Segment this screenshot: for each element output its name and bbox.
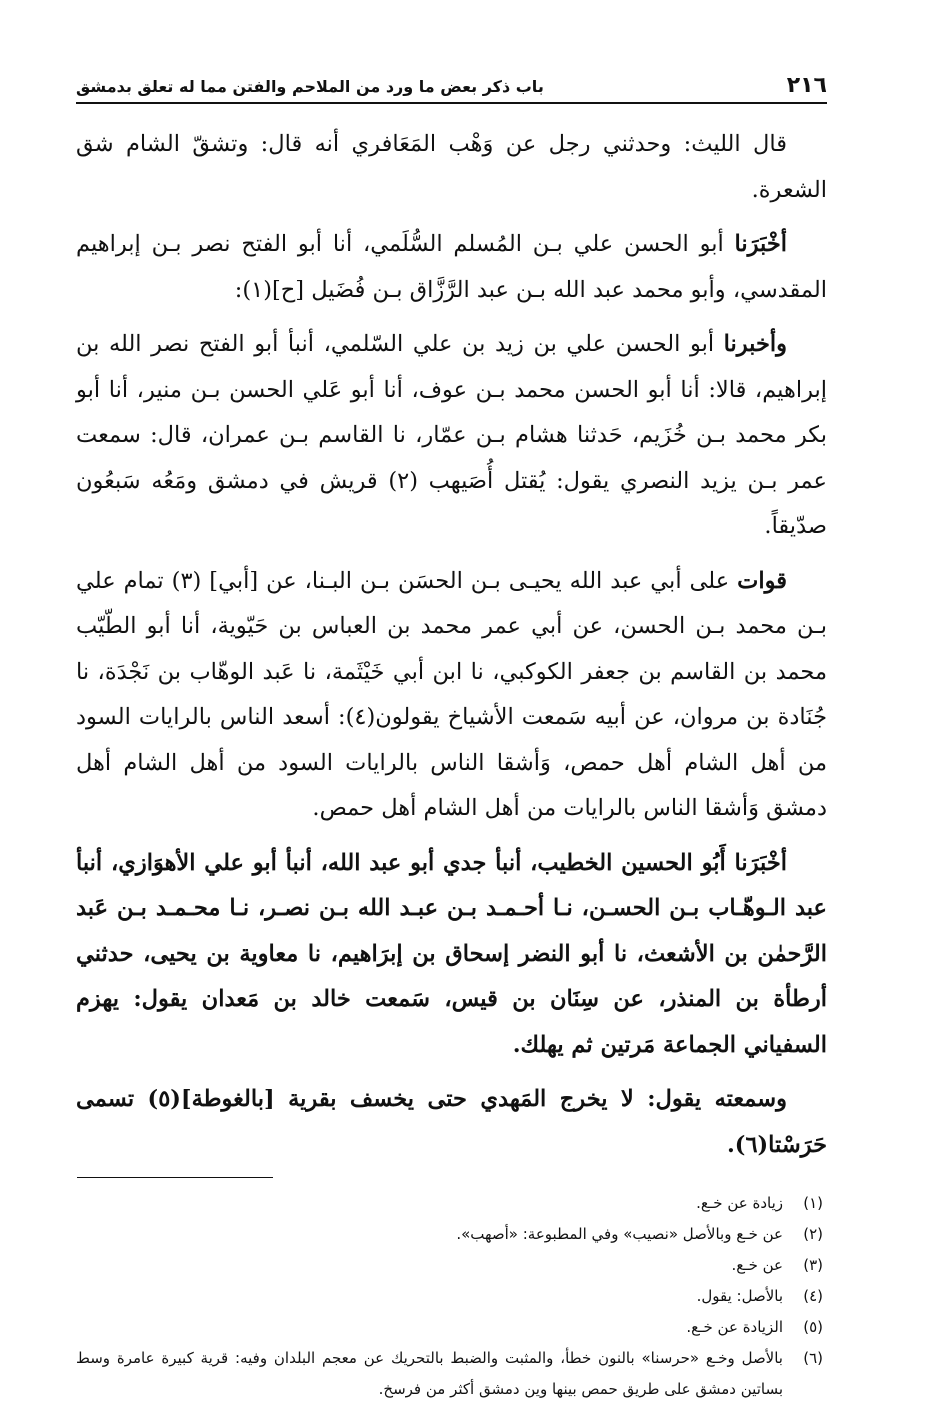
paragraph xyxy=(76,1077,827,1168)
footnote-text: بالأصل: يقول. xyxy=(696,1287,783,1305)
paragraph xyxy=(76,122,827,213)
running-title: باب ذكر بعض ما ورد من الملاحم والفتن مما له تعلق بدمشق xyxy=(76,77,544,96)
paragraph xyxy=(76,222,827,313)
footnote xyxy=(76,1281,827,1312)
footnote-number: (٣) xyxy=(803,1256,823,1274)
paragraph-text: أبو الحسن علي بـن المُسلم السُّلَمي، أنا أبو الفتح نصر بـن إبراهيم المقدسي، وأبو محمد عبد الله بـن عبد الرَّزَّاق بـن فُضَيل [ح](١): xyxy=(76,231,827,303)
footnote-number: (٦) xyxy=(803,1349,823,1367)
paragraph-lead: أخْبَرَنا xyxy=(734,231,787,257)
page-number: ٢١٦ xyxy=(786,73,827,98)
paragraph-text: أَبُو الحسين الخطيب، أنبأ جدي أبو عبد الله، أنبأ أبو علي الأهوَازي، أنبأ عبد الـوهّـاب بـن الحسـن، نـا أحـمـد بـن عبـد الله بـن نصـر، نـا محـمـد بـن عَبد الرَّحمٰن بن الأشعث، نا أبو النضر إسحاق بن إبرَاهيم، نا معاوية بن يحيى، حدثني أرطأة بن المنذر، عن سِنَان بن قيس، سَمعت خالد بن مَعدان يقول: يهزم السفياني الجماعة مَرتين ثم يهلك. xyxy=(76,849,827,1058)
main-text xyxy=(76,122,827,1168)
paragraph-text: على أبي عبد الله يحيـى بـن الحسَن بـن البـنا، عن [أبي] (٣) تمام علي بـن محمد بـن الحسن، عن أبي عمر محمد بن العباس بن حَيّوية، أنا أبو الطّيّب محمد بن القاسم بن جعفر الكوكبي، نا ابن أبي خَيْثَمة، نا عَبد الوهّاب بن نَجْدَة، نا جُنَادة بن مروان، عن أبيه سَمعت الأشياخ يقولون(٤): أسعد الناس بالرايات السود من أهل الشام أهل حمص، وَأشقا الناس بالرايات السود من أهل الشام أهل دمشق وَأشقا الناس بالرايات من أهل الشام أهل حمص. xyxy=(76,567,827,821)
footnote-text: بالأصل وخـع «حرسنا» بالنون خطأ، والمثبت والضبط بالتحريك عن معجم البلدان وفيه: قرية كبيرة عامرة وسط بساتين دمشق على طريق حمص بينها وين دمشق أكثر من فرسخ. xyxy=(76,1349,783,1398)
footnote-text: زيادة عن خـع. xyxy=(696,1194,783,1212)
paragraph xyxy=(76,841,827,1069)
footnote-text: عن خـع. xyxy=(731,1256,783,1274)
paragraph-text: قال الليث: وحدثني رجل عن وَهْب المَعَافري أنه قال: وتشقّ الشام شق الشعرة. xyxy=(76,131,827,203)
paragraph-lead: وأخبرنا xyxy=(723,331,787,357)
paragraph-lead: قوات xyxy=(737,567,787,594)
footnote xyxy=(76,1219,827,1250)
paragraph-text: أبو الحسن علي بن زيد بن علي السّلمي، أنبأ أبو الفتح نصر الله بن إبراهيم، قالا: أنا أبو الحسن محمد بـن عوف، أنا أبو عَلي الحسن بـن منير، أنا أبو بكر محمد بـن خُزَيم، حَدثنا هشام بـن عمّار، نا القاسم بـن عمران، قال: سمعت عمر بـن يزيد النصري يقول: يُقتل أُصَيهب (٢) قريش في دمشق ومَعُه سَبعُون صدّيقاً. xyxy=(76,331,827,539)
footnote-number: (٥) xyxy=(803,1318,823,1336)
footnote-separator xyxy=(77,1177,273,1178)
page-header xyxy=(76,68,827,104)
footnote-number: (١) xyxy=(803,1194,823,1212)
footnote xyxy=(76,1312,827,1343)
footnote-text: الزيادة عن خـع. xyxy=(686,1318,783,1336)
footnote-number: (٢) xyxy=(803,1225,823,1243)
paragraph-text: وسمعته يقول: لا يخرج المَهدي حتى يخسف بقرية [بالغوطة](٥) تسمى حَرَسْتا(٦). xyxy=(76,1086,827,1158)
paragraph xyxy=(76,559,827,832)
footnote xyxy=(76,1188,827,1219)
footnote-text: عن خـع وبالأصل «نصيب» وفي المطبوعة: «أصهب». xyxy=(456,1225,783,1243)
footnote xyxy=(76,1250,827,1281)
footnote-number: (٤) xyxy=(803,1287,823,1305)
paragraph xyxy=(76,322,827,550)
paragraph-lead: أخْبَرَنا xyxy=(734,849,787,876)
footnote xyxy=(76,1343,827,1405)
footnotes xyxy=(76,1188,827,1405)
